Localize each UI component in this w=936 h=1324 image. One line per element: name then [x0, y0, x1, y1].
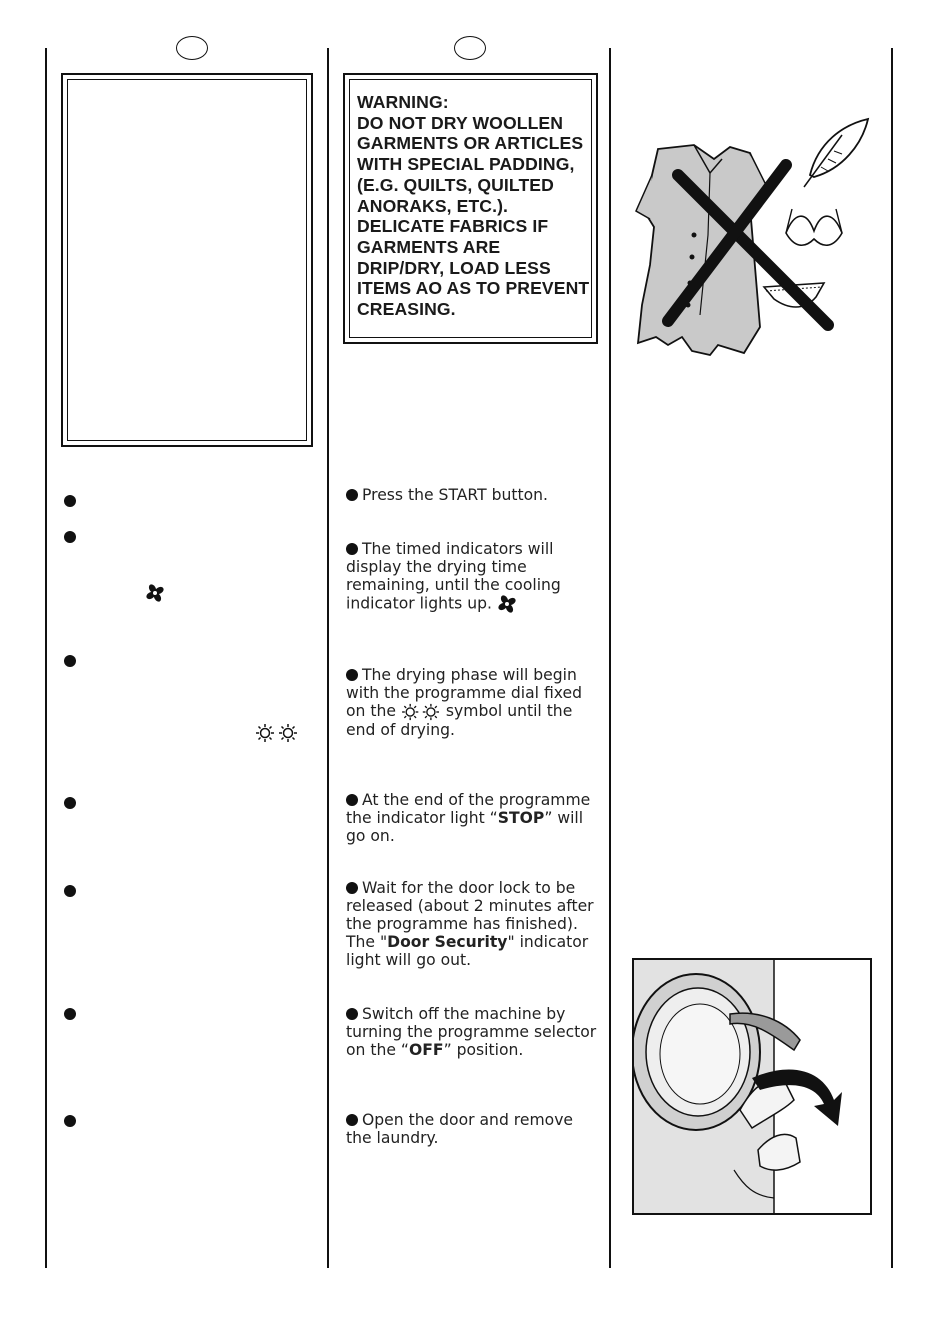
sun-icon	[401, 703, 441, 721]
step-4-text-c: ” will go on.	[346, 809, 584, 845]
door-open-illustration	[634, 960, 870, 1213]
left-bullet-7	[64, 1115, 76, 1127]
empty-warning-frame	[61, 73, 313, 447]
column-divider-2	[609, 48, 611, 1268]
step-5-text-c: " indicator light will go out.	[346, 933, 589, 969]
fan-icon	[497, 594, 517, 614]
warning-text: WARNING: DO NOT DRY WOOLLEN GARMENTS OR ARTICLES WITH SPECIAL PADDING, (E.G. QUILTS, QUILTED ANORAKS, ETC.). DELICATE FABRICS IF GARMENTS ARE DRIP/DRY, LOAD LESS ITEMS AO AS TO PREVENT CREASING.	[357, 92, 590, 320]
language-marker-middle	[454, 36, 486, 60]
step-press-start	[346, 486, 601, 504]
column-divider-1	[327, 48, 329, 1268]
bullet-dot	[346, 1114, 358, 1126]
left-bullet-1	[64, 495, 76, 507]
step-1-text: Press the START button.	[362, 486, 548, 504]
bullet-dot	[346, 882, 358, 894]
step-4-text-a: At the end of the programme the indicator light “	[346, 791, 591, 827]
step-2-text: The timed indicators will display the drying time remaining, until the cooling indicator lights up.	[346, 540, 561, 613]
step-door-lock	[346, 879, 601, 969]
left-bullet-4	[64, 797, 76, 809]
column-divider-left	[45, 48, 47, 1268]
step-6-text-a: Switch off the machine by turning the programme selector on the “	[346, 1005, 597, 1059]
door-security-label: Door Security	[387, 933, 508, 951]
step-open-door	[346, 1111, 601, 1147]
step-drying-phase	[346, 666, 601, 739]
step-7-text: Open the door and remove the laundry.	[346, 1111, 574, 1147]
column-divider-right	[891, 48, 893, 1268]
bullet-dot	[346, 669, 358, 681]
step-6-text-c: ” position.	[443, 1041, 524, 1059]
step-switch-off	[346, 1005, 601, 1059]
off-label: OFF	[409, 1041, 444, 1059]
fan-icon	[145, 583, 165, 603]
step-3-text-a: The drying phase will begin with the programme dial fixed on the	[346, 666, 583, 720]
step-3-text-b: symbol until the end of drying.	[346, 702, 573, 739]
left-bullet-6	[64, 1008, 76, 1020]
left-bullet-2	[64, 531, 76, 543]
left-bullet-5	[64, 885, 76, 897]
bullet-dot	[346, 489, 358, 501]
step-end-programme	[346, 791, 601, 845]
sun-icon	[255, 723, 299, 743]
bullet-dot	[346, 543, 358, 555]
step-5-text-a: Wait for the door lock to be released (about 2 minutes after the programme has finished). The "	[346, 879, 594, 951]
language-marker-left	[176, 36, 208, 60]
left-bullet-3	[64, 655, 76, 667]
bullet-dot	[346, 794, 358, 806]
step-timed-indicators	[346, 540, 601, 614]
stop-label: STOP	[497, 809, 545, 827]
bullet-dot	[346, 1008, 358, 1020]
no-delicates-illustration	[628, 115, 873, 360]
